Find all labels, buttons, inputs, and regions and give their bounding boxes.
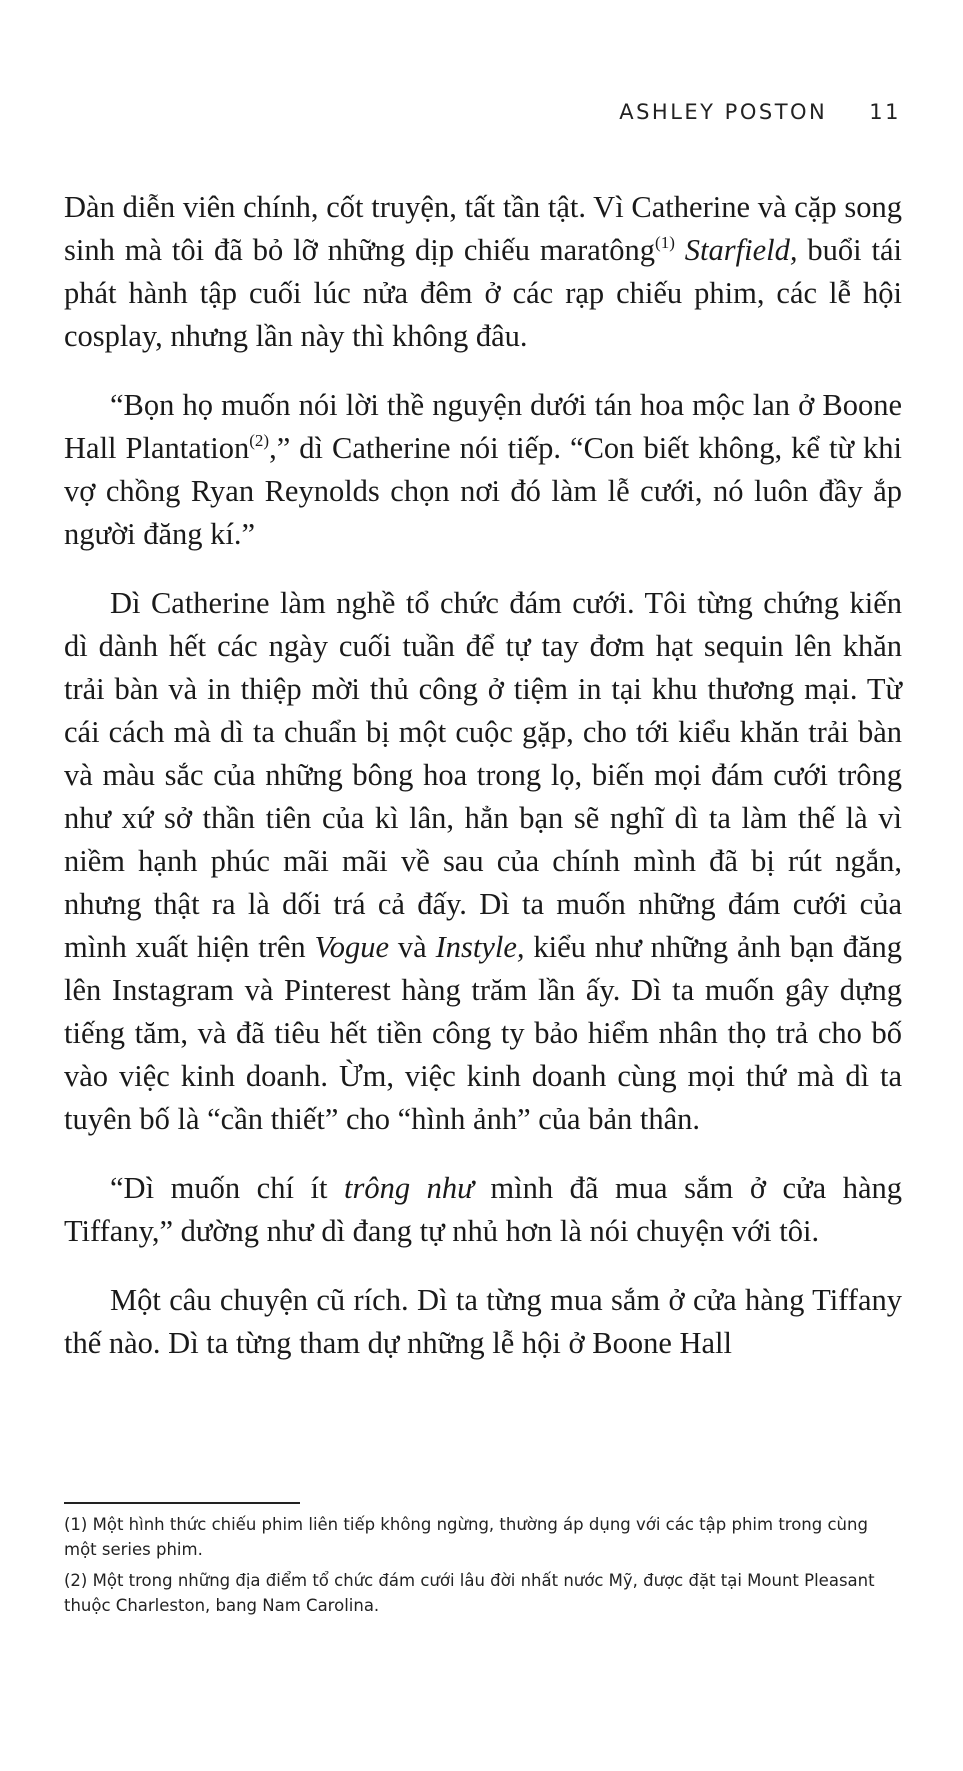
paragraph-text: “Bọn họ muốn nói lời thề nguyện dưới tán hoa mộc lan ở Boone Hall Plantation — [64, 388, 902, 465]
body-text — [64, 186, 902, 1391]
paragraph-text: buổi tái phát hành tập cuối lúc nửa đêm ở các rạp chiếu phim, các lễ hội cosplay, nhưng lần này thì không đâu. — [64, 233, 902, 353]
running-head-author: ASHLEY POSTON — [619, 100, 828, 124]
italic-emphasis: trông như — [344, 1171, 474, 1205]
paragraph-text — [675, 233, 685, 267]
footnote-ref-1: (1) — [655, 233, 675, 252]
paragraph-text: Một câu chuyện cũ rích. Dì ta từng mua sắm ở cửa hàng Tiffany thế nào. Dì ta từng tham dự những lễ hội ở Boone Hall — [64, 1283, 902, 1360]
paragraph-1 — [64, 186, 902, 358]
footnote-divider — [64, 1502, 300, 1504]
paragraph-2 — [64, 384, 902, 556]
italic-title-starfield: Starfield, — [684, 233, 798, 267]
footnotes — [64, 1512, 904, 1624]
running-head — [619, 100, 901, 124]
paragraph-text: mình đã mua sắm ở cửa hàng Tiffany,” dường như dì đang tự nhủ hơn là nói chuyện với tôi. — [64, 1171, 902, 1248]
paragraph-text: “Dì muốn chí ít — [110, 1171, 345, 1205]
paragraph-text: kiểu như những ảnh bạn đăng lên Instagram và Pinterest hàng trăm lần ấy. Dì ta muốn gây dựng tiếng tăm, và đã tiêu hết tiền công ty bảo hiểm nhân thọ trả cho bố vào việc kinh doanh. Ừm, việc kinh doanh cùng mọi thứ mà dì ta tuyên bố là “cần thiết” cho “hình ảnh” của bản thân. — [64, 930, 903, 1136]
paragraph-text: Dì Catherine làm nghề tổ chức đám cưới. Tôi từng chứng kiến dì dành hết các ngày cuối tuần để tự tay đơm hạt sequin lên khăn trải bàn và in thiệp mời thủ công ở tiệm in tại khu thương mại. Từ cái cách mà dì ta chuẩn bị một cuộc gặp, cho tới kiểu khăn trải bàn và màu sắc của những bông hoa trong lọ, biến mọi đám cưới trông như xứ sở thần tiên của kì lân, hẳn bạn sẽ nghĩ dì ta làm thế là vì niềm hạnh phúc mãi mãi về sau của chính mình đã bị rút ngắn, nhưng thật ra là dối trá cả đấy. Dì ta muốn những đám cưới của mình xuất hiện trên — [64, 586, 902, 964]
paragraph-text: Dàn diễn viên chính, cốt truyện, tất tần tật. Vì Catherine và cặp song sinh mà tôi đã bỏ lỡ những dịp chiếu maratông — [64, 190, 902, 267]
italic-title-vogue: Vogue — [314, 930, 390, 964]
paragraph-text: ,” dì Catherine nói tiếp. “Con biết không, kể từ khi vợ chồng Ryan Reynolds chọn nơi đó làm lễ cưới, nó luôn đầy ắp người đăng kí.” — [64, 431, 902, 551]
italic-title-instyle: Instyle, — [435, 930, 525, 964]
footnote-1: (1) Một hình thức chiếu phim liên tiếp không ngừng, thường áp dụng với các tập phim trong cùng một series phim. — [64, 1515, 868, 1559]
paragraph-4 — [64, 1167, 902, 1253]
footnote-2: (2) Một trong những địa điểm tổ chức đám cưới lâu đời nhất nước Mỹ, được đặt tại Mount Pleasant thuộc Charleston, bang Nam Carolina. — [64, 1571, 875, 1615]
page-number: 11 — [869, 100, 901, 124]
paragraph-5 — [64, 1279, 902, 1365]
footnote-ref-2: (2) — [249, 431, 270, 450]
paragraph-text: và — [389, 930, 436, 964]
paragraph-3 — [64, 582, 902, 1141]
